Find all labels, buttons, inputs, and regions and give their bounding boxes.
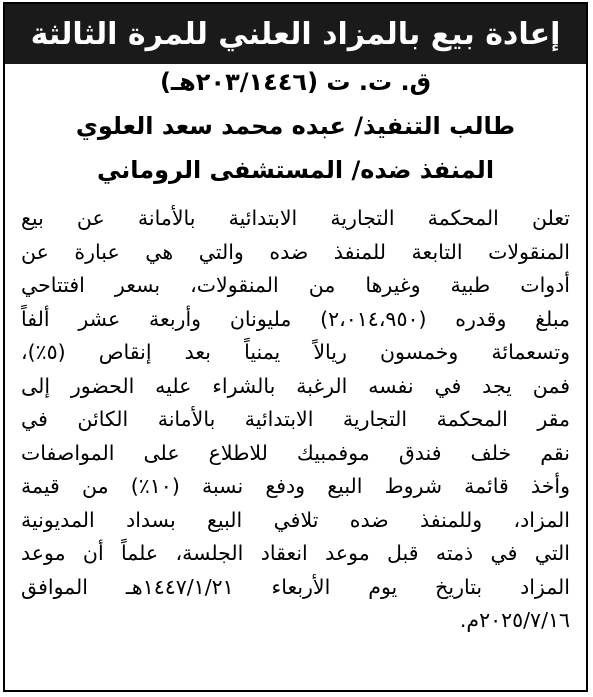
notice-title: إعادة بيع بالمزاد العلني للمرة الثالثة <box>30 16 561 52</box>
applicant-line: طالب التنفيذ/ عبده محمد سعد العلوي <box>75 112 516 140</box>
body-line: المزاد بتاريخ يوم الأربعاء ١٤٤٧/١/٢١هـ الموافق <box>21 574 570 599</box>
notice-title-bar <box>5 4 586 64</box>
body-line: التي في ذمته قبل موعد انعقاد الجلسة، علماً أن موعد <box>21 541 570 565</box>
body-line: نقم خلف فندق موفمبيك للاطلاع على المواصفات <box>21 440 570 465</box>
body-line: المنقولات التابعة للمنفذ ضده والتي هي عبارة عن <box>21 239 570 264</box>
defendant-line: المنفذ ضده/ المستشفى الروماني <box>96 156 495 184</box>
body-line: المزاد، وللمنفذ ضده تلافي البيع بسداد المديونية <box>21 507 570 532</box>
notice-frame <box>3 2 588 692</box>
body-line: أدوات طبية وغيرها من المنقولات، بسعر افتتاحي <box>21 273 570 297</box>
body-line: تعلن المحكمة التجارية الابتدائية بالأمانة عن بيع <box>21 206 570 230</box>
notice-body <box>21 202 570 638</box>
body-line: مقر المحكمة التجارية الابتدائية بالأمانة الكائن في <box>21 407 570 431</box>
case-number: ق. ت. ت (٢٠٣/١٤٤٦هـ) <box>159 68 432 96</box>
body-line: وتسعمائة وخمسون ريالاً يمنياً بعد إنقاص (٥٪)، <box>21 340 570 364</box>
body-line: مبلغ وقدره (٢،٠١٤،٩٥٠) مليونان وأربعة عشر ألفاً <box>21 306 570 331</box>
body-line: فمن يجد في نفسه الرغبة بالشراء عليه الحضور إلى <box>21 373 570 398</box>
body-line: وأخذ قائمة شروط البيع ودفع نسبة (١٠٪) من قيمة <box>21 474 570 498</box>
body-line: ٢٠٢٥/٧/١٦م. <box>459 608 570 632</box>
